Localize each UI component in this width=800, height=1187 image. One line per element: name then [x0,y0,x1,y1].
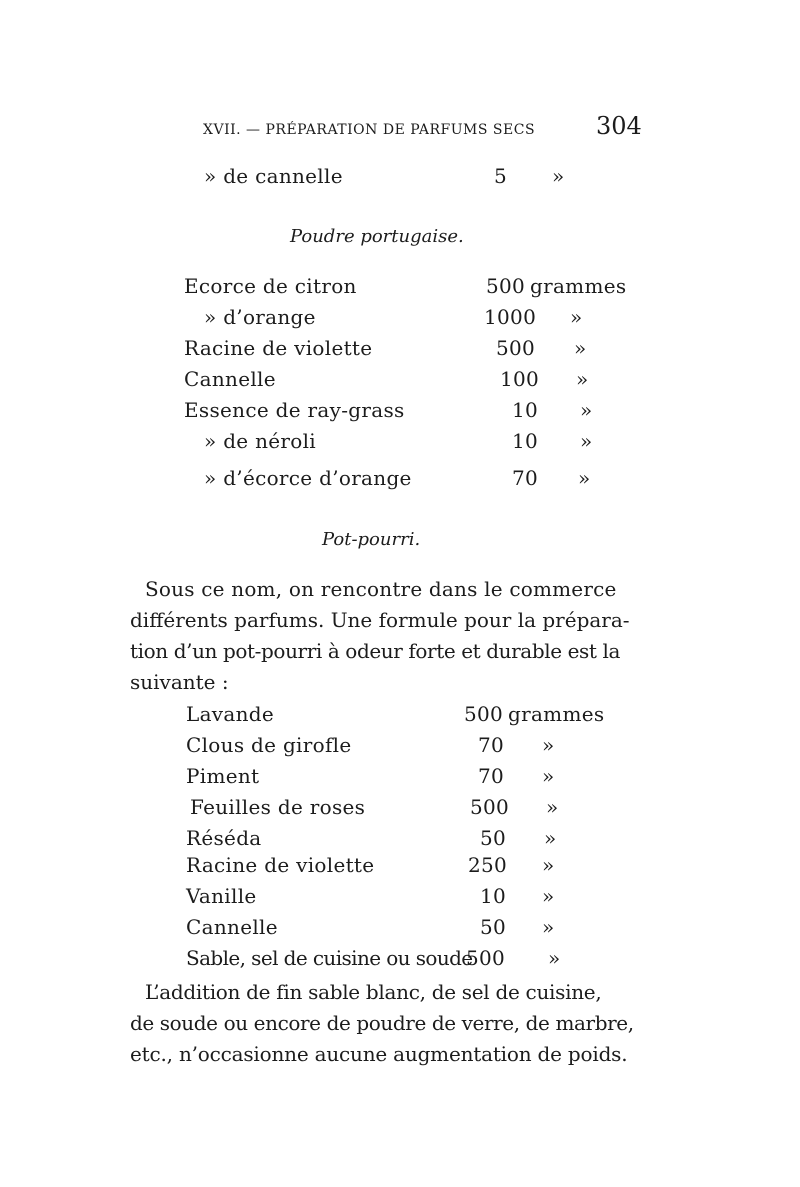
potpourri-item-name: Lavande [186,702,275,726]
potpourri-item-qty: 50 [480,826,507,850]
portugaise-item-name: Racine de violette [184,336,373,360]
portugaise-item-qty: 500 [486,274,526,298]
intro-line: Sous ce nom, on rencontre dans le commerce [145,577,617,601]
portugaise-item-name: » d’écorce d’orange [204,466,412,490]
potpourri-item-unit: » [542,884,555,908]
intro-line: suivante : [130,670,229,694]
potpourri-item-name: Vanille [186,884,257,908]
potpourri-item-qty: 70 [478,764,505,788]
portugaise-item-qty: 100 [500,367,540,391]
intro-line: différents parfums. Une formule pour la prépara- [130,608,630,632]
potpourri-item-unit: » [542,915,555,939]
potpourri-item-qty: 50 [480,915,507,939]
potpourri-item-name: Feuilles de roses [190,795,366,819]
portugaise-item-qty: 10 [512,398,539,422]
potpourri-item-qty: 500 [464,702,504,726]
potpourri-item-name: Réséda [186,826,262,850]
potpourri-item-qty: 500 [470,795,510,819]
potpourri-item-unit: » [548,946,561,970]
closing-line: de soude ou encore de poudre de verre, de marbre, [130,1011,634,1035]
potpourri-item-name: Cannelle [186,915,278,939]
carry-over-label: » de cannelle [204,164,343,188]
portugaise-item-name: Cannelle [184,367,276,391]
portugaise-item-unit: » [576,367,589,391]
potpourri-item-qty: 250 [468,853,508,877]
portugaise-item-unit: » [580,398,593,422]
portugaise-item-unit: » [578,466,591,490]
closing-line: L’addition de fin sable blanc, de sel de cuisine, [145,980,602,1004]
potpourri-item-name: Clous de girofle [186,733,352,757]
section-title-potpourri: Pot-pourri. [322,529,421,550]
potpourri-item-name: Racine de violette [186,853,375,877]
intro-line: tion d’un pot-pourri à odeur forte et durable est la [130,639,621,663]
potpourri-item-unit: grammes [508,702,605,726]
portugaise-item-unit: » [574,336,587,360]
potpourri-item-unit: » [542,733,555,757]
potpourri-item-unit: » [542,853,555,877]
potpourri-item-unit: » [542,764,555,788]
portugaise-item-qty: 1000 [484,305,537,329]
potpourri-item-qty: 10 [480,884,507,908]
running-title: XVII. — PRÉPARATION DE PARFUMS SECS [203,122,536,138]
section-title-portugaise: Poudre portugaise. [290,226,464,247]
portugaise-item-qty: 500 [496,336,536,360]
portugaise-item-name: » d’orange [204,305,316,329]
portugaise-item-unit: » [570,305,583,329]
potpourri-item-name: Sable, sel de cuisine ou soude [186,946,473,970]
carry-over-unit: » [552,164,565,188]
portugaise-item-name: Essence de ray-grass [184,398,405,422]
potpourri-item-unit: » [546,795,559,819]
potpourri-item-qty: 500 [466,946,506,970]
portugaise-item-qty: 10 [512,429,539,453]
portugaise-item-qty: 70 [512,466,539,490]
portugaise-item-name: » de néroli [204,429,317,453]
portugaise-item-unit: » [580,429,593,453]
potpourri-item-qty: 70 [478,733,505,757]
portugaise-item-name: Ecorce de citron [184,274,357,298]
closing-line: etc., n’occasionne aucune augmentation de poids. [130,1042,628,1066]
page-number: 304 [596,112,642,140]
potpourri-item-name: Piment [186,764,260,788]
portugaise-item-unit: grammes [530,274,627,298]
carry-over-qty: 5 [494,164,508,188]
potpourri-item-unit: » [544,826,557,850]
